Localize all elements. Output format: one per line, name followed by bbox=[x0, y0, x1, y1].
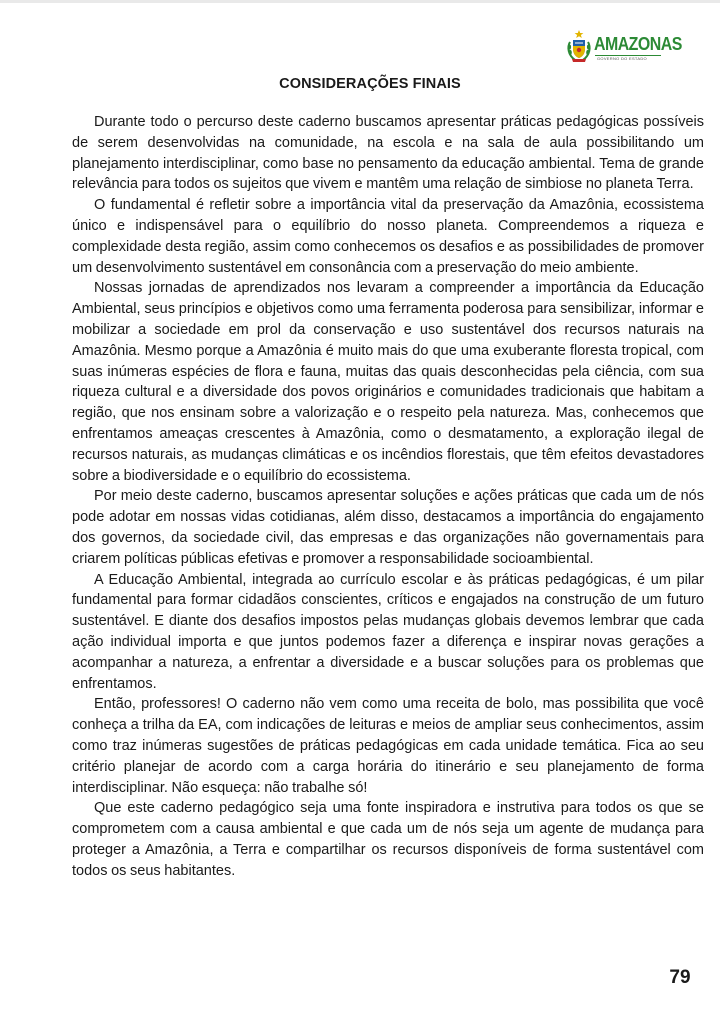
paragraph-4: Por meio deste caderno, buscamos apresentar soluções e ações práticas que cada um de nós pode adotar em nossas vidas cotidianas, além disso, destacamos a importância do engajamento dos governos, da sociedade civil, das empresas e das organizações não governamentais para criarem políticas públicas efetivas e promover a responsabilidade socioambiental. bbox=[72, 488, 704, 567]
paragraph-7: Que este caderno pedagógico seja uma fonte inspiradora e instrutiva para todos os que se comprometem com a causa ambiental e que cada um de nós seja um agente de mudança para proteger a Amazônia, a Terra e compartilhar os recursos disponíveis de forma sustentável com todos os seus habitantes. bbox=[72, 800, 704, 879]
logo-wordmark: AMAZONAS bbox=[594, 33, 682, 54]
paragraph-3: Nossas jornadas de aprendizados nos levaram a compreender a importância da Educação Ambiental, seus princípios e objetivos como uma ferramenta poderosa para sensibilizar, informar e mobilizar a sociedade em prol da conservação e uso sustentável dos recursos naturais na Amazônia. Mesmo porque a Amazônia é muito mais do que uma exuberante floresta tropical, com suas inúmeras espécies de flora e fauna, muitas das quais desconhecidas pela ciência, com sua riqueza cultural e a diversidade dos povos originários e comunidades tradicionais que habitam a região, que nos ensinam sobre a valorização e o respeito pela natureza. Mas, conhecemos que enfrentamos ameaças crescentes à Amazônia, como o desmatamento, a exploração ilegal de recursos naturais, as mudanças climáticas e os incêndios florestais, que têm efeitos devastadores sobre a biodiversidade e o equilíbrio do ecossistema. bbox=[72, 280, 704, 484]
logo-subtitle: GOVERNO DO ESTADO bbox=[597, 56, 647, 61]
paragraph-5: A Educação Ambiental, integrada ao currículo escolar e às práticas pedagógicas, é um pilar fundamental para formar cidadãos conscientes, críticos e engajados na construção de um futuro sustentável. E diante dos desafios impostos pelas mudanças globais devemos lembrar que cada ação individual importa e que juntos podemos fazer a diferença e inspirar novas gerações a acompanhar a natureza, a enfrentar a diversidade e a buscar soluções para os problemas que enfrentamos. bbox=[72, 571, 704, 692]
section-title: CONSIDERAÇÕES FINAIS bbox=[279, 76, 461, 92]
amazonas-state-emblem-icon bbox=[566, 30, 592, 64]
page-number: 79 bbox=[669, 967, 691, 988]
paragraph-2: O fundamental é refletir sobre a importância vital da preservação da Amazônia, ecossistema único e indispensável para o equilíbrio do nosso planeta. Compreendemos a riqueza e complexidade desta região, assim como conhecemos os desafios e as possibilidades de promover um desenvolvimento sustentável em consonância com a preservação do meio ambiente. bbox=[72, 197, 704, 276]
page-top-edge bbox=[0, 0, 720, 3]
paragraph-6: Então, professores! O caderno não vem como uma receita de bolo, mas possibilita que você conheça a trilha da EA, com indicações de leituras e meios de ampliar seus conhecimentos, assim como traz inúmeras sugestões de práticas pedagógicas em cada unidade temática. Fica ao seu critério planejar de acordo com a carga horária do itinerário e seu planejamento de forma interdisciplinar. Não esqueça: não trabalhe só! bbox=[72, 696, 704, 796]
amazonas-logo bbox=[566, 28, 682, 70]
paragraph-1: Durante todo o percurso deste caderno buscamos apresentar práticas pedagógicas possíveis de serem desenvolvidas na comunidade, na escola e na sala de aula possibilitando um planejamento interdisciplinar, como base no pensamento da educação ambiental. Tema de grande relevância para todos os sujeitos que vivem e mantêm uma relação de simbiose no planeta Terra. bbox=[72, 114, 704, 193]
body-text bbox=[72, 112, 704, 881]
